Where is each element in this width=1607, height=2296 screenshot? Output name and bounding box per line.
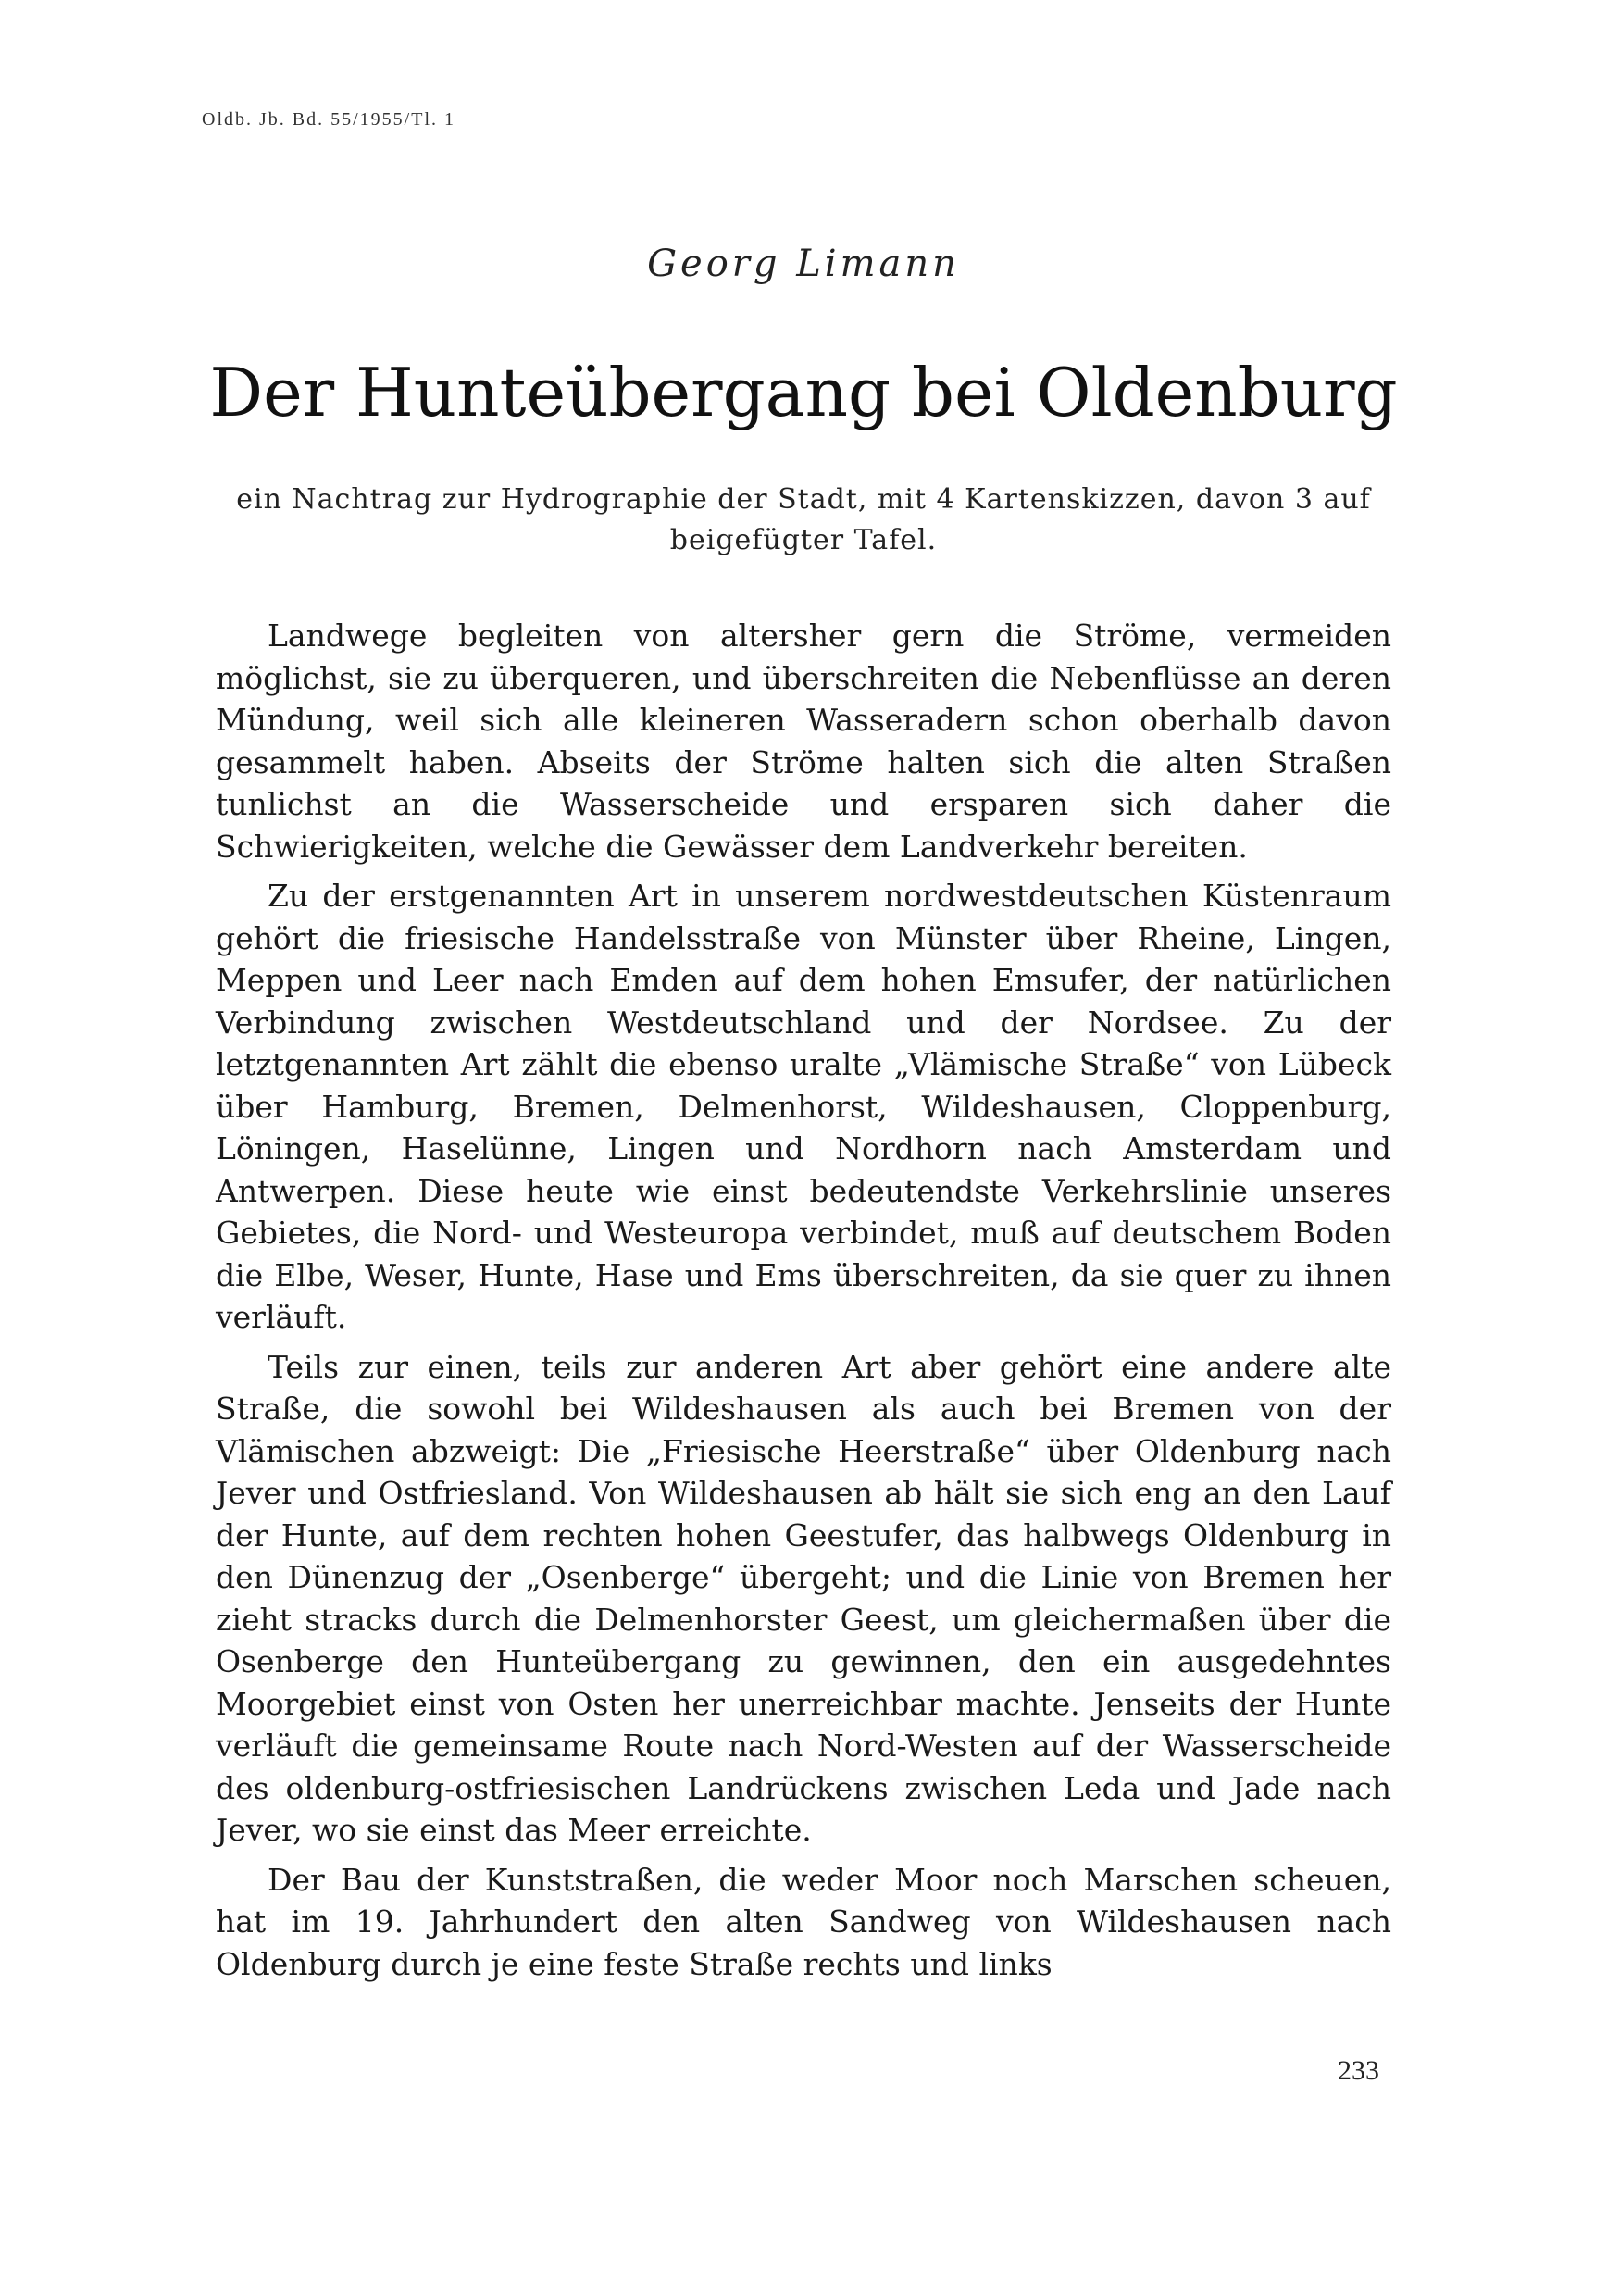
journal-reference: Oldb. Jb. Bd. 55/1955/Tl. 1 (202, 109, 456, 130)
paragraph-1: Landwege begleiten von altersher gern die Ströme, vermeiden möglichst, sie zu überqueren, und überschreiten die Nebenflüsse an deren Mündung, weil sich alle kleineren Wasseradern schon oberhalb davon gesammelt haben. Abseits der Ströme halten sich die alten Straßen tunlichst an die Wasserscheide und ersparen sich daher die Schwierigkeiten, welche die Gewässer dem Landverkehr bereiten. (216, 618, 1391, 865)
author-name: Georg Limann (647, 243, 960, 285)
article-title: Der Hunteübergang bei Oldenburg (209, 354, 1398, 431)
article-body (216, 615, 1391, 1992)
article-subtitle: ein Nachtrag zur Hydrographie der Stadt, mit 4 Kartenskizzen, davon 3 auf beigefügter Tafel. (236, 483, 1371, 556)
paragraph-4: Der Bau der Kunststraßen, die weder Moor noch Marschen scheuen, hat im 19. Jahrhundert den alten Sandweg von Wildeshausen nach Oldenburg durch je eine feste Straße rechts und links (216, 1861, 1391, 1982)
paragraph-2: Zu der erstgenannten Art in unserem nordwestdeutschen Küstenraum gehört die friesische Handelsstraße von Münster über Rheine, Lingen, Meppen und Leer nach Emden auf dem hohen Emsufer, der natürlichen Verbindung zwischen Westdeutschland und der Nordsee. Zu der letztgenannten Art zählt die ebenso uralte „Vlämische Straße“ von Lübeck über Hamburg, Bremen, Delmenhorst, Wildeshausen, Cloppenburg, Löningen, Haselünne, Lingen und Nordhorn nach Amsterdam und Antwerpen. Diese heute wie einst bedeutendste Verkehrslinie unseres Gebietes, die Nord- und Westeuropa verbindet, muß auf deutschem Boden die Elbe, Weser, Hunte, Hase und Ems überschreiten, da sie quer zu ihnen verläuft. (216, 878, 1391, 1335)
paragraph-3: Teils zur einen, teils zur anderen Art aber gehört eine andere alte Straße, die sowohl bei Wildeshausen als auch bei Bremen von der Vlämischen abzweigt: Die „Friesische Heerstraße“ über Oldenburg nach Jever und Ostfriesland. Von Wildeshausen ab hält sie sich eng an den Lauf der Hunte, auf dem rechten hohen Geestufer, das halbwegs Oldenburg in den Dünenzug der „Osenberge“ übergeht; und die Linie von Bremen her zieht stracks durch die Delmenhorster Geest, um gleichermaßen über die Osenberge den Hunteübergang zu gewinnen, den ein ausgedehntes Moorgebiet einst von Osten her unerreichbar machte. Jenseits der Hunte verläuft die gemeinsame Route nach Nord-Westen auf der Wasserscheide des oldenburg-ostfriesischen Landrückens zwischen Leda und Jade nach Jever, wo sie einst das Meer erreichte. (216, 1348, 1391, 1848)
page-number: 233 (1338, 2055, 1379, 2086)
